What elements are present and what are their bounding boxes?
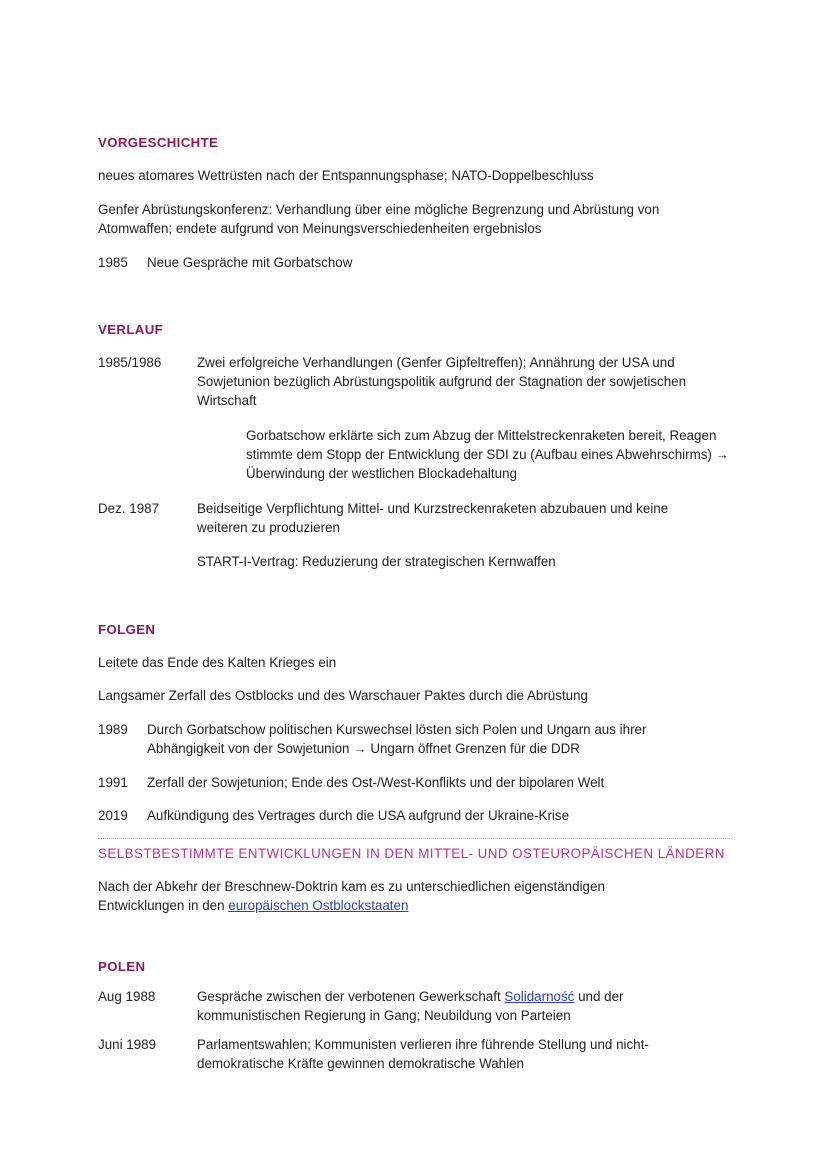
paragraph: Genfer Abrüstungskonferenz: Verhandlung über eine mögliche Begrenzung und Abrüstung von Atomwaffen; endete aufgrund von Meinungsverschiedenheiten ergebnislos <box>98 202 660 236</box>
solidarnosc-link[interactable]: Solidarność <box>504 989 575 1004</box>
entry-text: Aufkündigung des Vertrages durch die USA aufgrund der Ukraine-Krise <box>147 808 570 823</box>
entry-date: Juni 1989 <box>98 1037 157 1052</box>
section-heading-folgen: FOLGEN <box>98 622 156 637</box>
section-heading-verlauf: VERLAUF <box>98 322 164 337</box>
ostblockstaaten-link[interactable]: europäischen Ostblockstaaten <box>228 898 409 913</box>
section-heading-vorgeschichte: VORGESCHICHTE <box>98 135 219 150</box>
paragraph <box>98 877 688 915</box>
entry-text: Parlamentswahlen; Kommunisten verlieren ihre führende Stellung und nicht-demokratische Kräfte gewinnen demokratische Wahlen <box>197 1037 649 1071</box>
paragraph: Langsamer Zerfall des Ostblocks und des Warschauer Paktes durch die Abrüstung <box>98 688 588 703</box>
timeline-entry <box>98 773 738 792</box>
section-heading-polen: POLEN <box>98 959 146 974</box>
entry-subtext: START-I-Vertrag: Reduzierung der strategischen Kernwaffen <box>197 554 556 569</box>
entry-text: Neue Gespräche mit Gorbatschow <box>147 255 353 270</box>
entry-date: 1985 <box>98 255 128 270</box>
entry-date: Aug 1988 <box>98 989 156 1004</box>
entry-text-part: Gespräche zwischen der verbotenen Gewerkschaft <box>197 989 505 1004</box>
entry-text: Durch Gorbatschow politischen Kurswechsel lösten sich Polen und Ungarn aus ihrer Abhängigkeit von der Sowjetunion → Ungarn öffnet Grenzen für die DDR <box>147 722 647 756</box>
entry-date: 1989 <box>98 722 128 737</box>
entry-date: 1991 <box>98 775 128 790</box>
section-divider <box>98 838 732 839</box>
timeline-entry <box>98 806 738 825</box>
paragraph: neues atomares Wettrüsten nach der Entspannungsphase; NATO-Doppelbeschluss <box>98 168 594 183</box>
entry-text-part: und der kommunistischen Regierung in Gang; Neubildung von Parteien <box>197 989 624 1023</box>
entry-date: Dez. 1987 <box>98 501 160 516</box>
entry-text: Zerfall der Sowjetunion; Ende des Ost-/West-Konflikts und der bipolaren Welt <box>147 775 605 790</box>
timeline-entry <box>98 720 738 758</box>
entry-text <box>197 987 702 1025</box>
entry-subtext: Gorbatschow erklärte sich zum Abzug der Mittelstreckenraketen bereit, Reagen stimmte dem Stopp der Entwicklung der SDI zu (Aufbau eines Abwehrschirms) → Überwindung der westlichen Blockadehaltung <box>246 428 730 481</box>
timeline-entry <box>98 1035 738 1073</box>
entry-date: 2019 <box>98 808 128 823</box>
paragraph-text: Nach der Abkehr der Breschnew-Doktrin kam es zu unterschiedlichen eigenständigen Entwicklungen in den <box>98 879 605 913</box>
timeline-entry <box>98 499 738 537</box>
timeline-entry <box>98 253 738 272</box>
paragraph: Leitete das Ende des Kalten Krieges ein <box>98 655 337 670</box>
timeline-entry <box>98 987 738 1025</box>
entry-date: 1985/1986 <box>98 355 162 370</box>
entry-text: Zwei erfolgreiche Verhandlungen (Genfer Gipfeltreffen); Annährung der USA und Sowjetunion bezüglich Abrüstungspolitik aufgrund der Stagnation der sowjetischen Wirtschaft <box>197 355 687 408</box>
timeline-entry <box>98 353 738 410</box>
section-heading-selbstbestimmte-entwicklungen: SELBSTBESTIMMTE ENTWICKLUNGEN IN DEN MITTEL- UND OSTEUROPÄISCHEN LÄNDERN <box>98 846 725 861</box>
entry-text: Beidseitige Verpflichtung Mittel- und Kurzstreckenraketen abzubauen und keine weiteren zu produzieren <box>197 501 680 535</box>
